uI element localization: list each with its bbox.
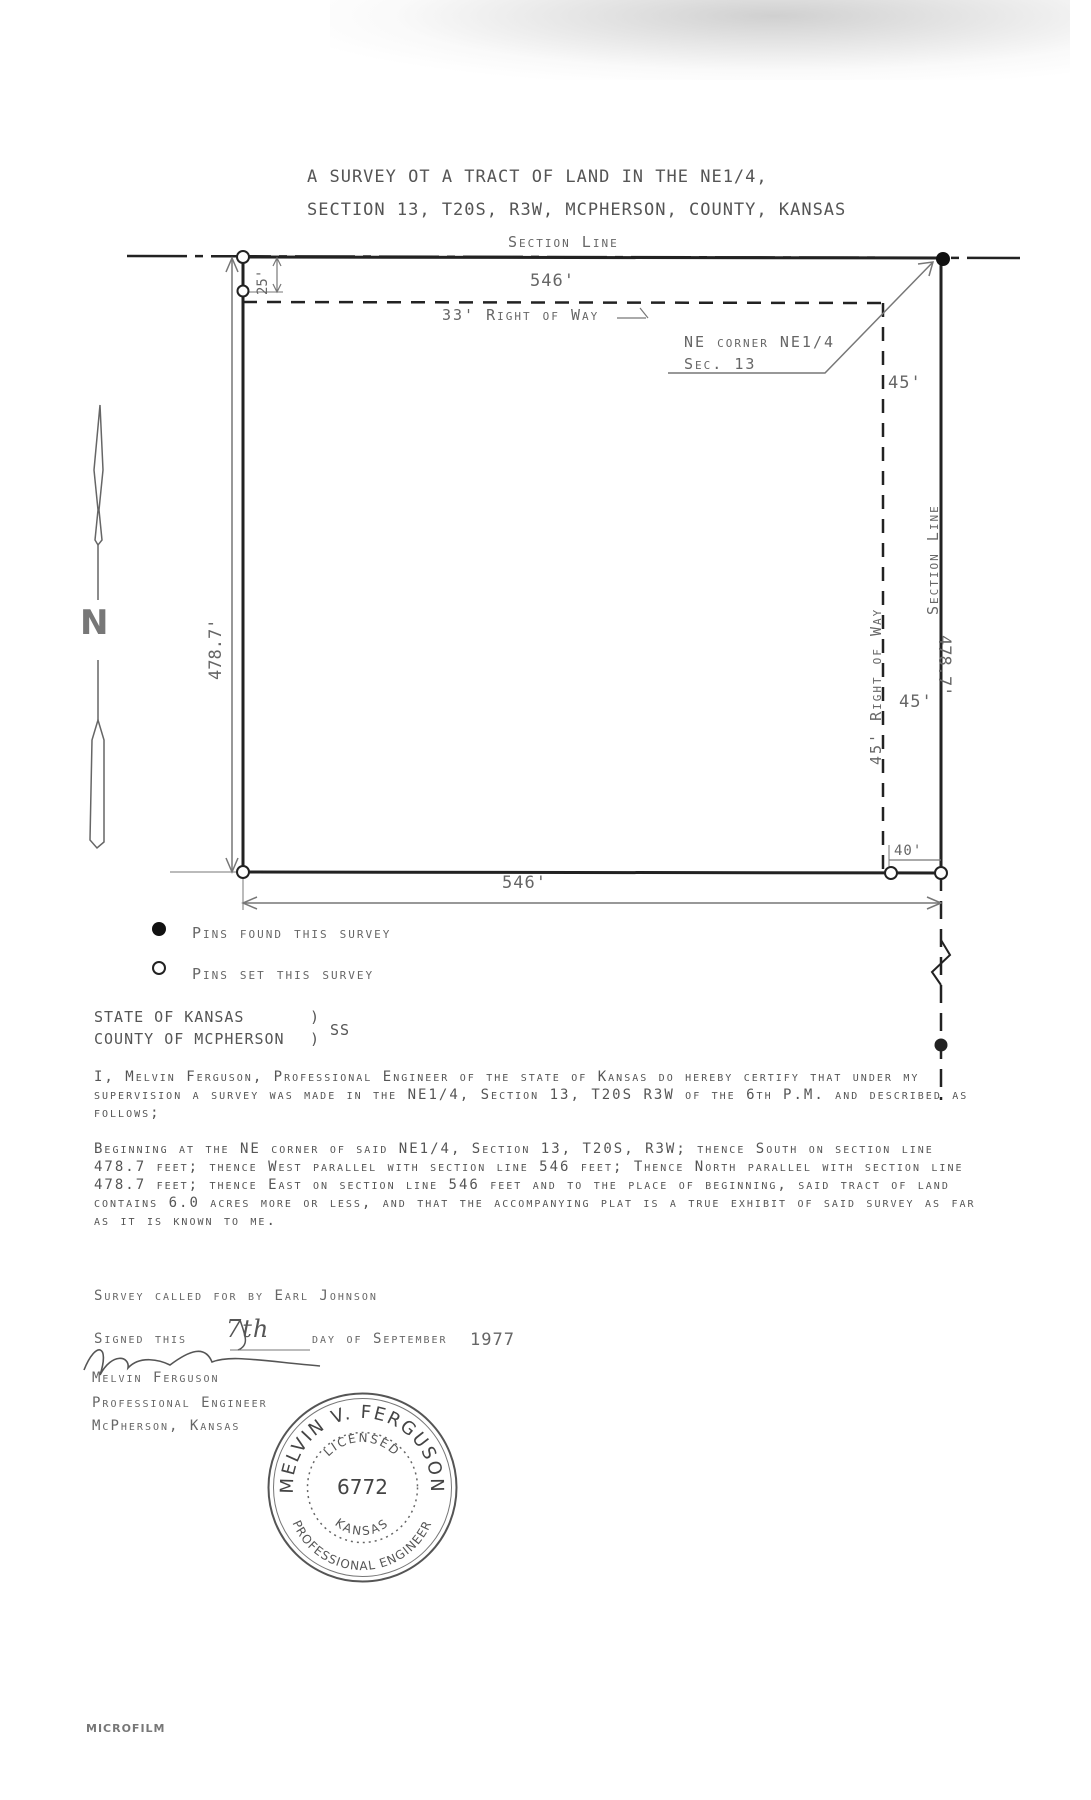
- pin-set-se-row: [885, 867, 897, 879]
- cert-ss: SS: [330, 1021, 351, 1039]
- signed-prefix: Signed this: [94, 1331, 188, 1347]
- pin-set-nw-top: [237, 251, 249, 263]
- north-boundary: [243, 257, 941, 258]
- seal-profession-text: PROFESSIONAL ENGINEER: [289, 1518, 435, 1574]
- cert-paragraph-2: Beginning at the NE corner of said NE1/4, Section 13, T20S, R3W; thence South on section line 478.7 feet; thence West parallel with section line 546 feet; Thence North parallel with section line 478.7 feet; thence East on section line 546 feet and to the place of beginning, said tract of land contains 6.0 acres more or less, and that the accompanying plat is a true exhibit of said survey as far as it is known to me.: [94, 1141, 976, 1229]
- cert-county: COUNTY OF MCPHERSON: [94, 1030, 285, 1048]
- cert-paren2: ): [310, 1030, 321, 1048]
- dim-top-546: 546': [530, 271, 575, 291]
- legend-found-label: Pins found this survey: [192, 924, 392, 942]
- ne-corner-label-line1: NE corner NE1/4: [684, 333, 836, 351]
- pin-set-se: [935, 867, 947, 879]
- dim-top-offset: 25': [255, 269, 271, 295]
- dim-bottom-546: 546': [502, 873, 547, 893]
- microfilm-stamp: MICROFILM: [86, 1722, 166, 1735]
- north-label: N: [80, 603, 110, 643]
- survey-title-line1: A SURVEY OT A TRACT OF LAND IN THE NE1/4,: [307, 167, 768, 187]
- cert-paragraph-1: I, Melvin Ferguson, Professional Engineer of the state of Kansas do hereby certify that under my supervision a survey was made in the NE1/4, Section 13, T20S R3W of the 6th P.M. and described as follows;: [94, 1069, 969, 1121]
- cert-state: STATE OF KANSAS: [94, 1008, 245, 1026]
- signed-suffix: day of September: [312, 1331, 448, 1347]
- seal-number: 6772: [337, 1475, 388, 1499]
- signed-day: 7th: [226, 1315, 270, 1343]
- signed-year: 1977: [470, 1330, 515, 1350]
- south-boundary: [243, 872, 941, 873]
- cert-called-for: Survey called for by Earl Johnson: [94, 1288, 378, 1304]
- section-line-top-label: Section Line: [508, 233, 619, 251]
- dim-right-height: 478.7': [934, 635, 954, 697]
- pin-found-ne: [936, 252, 950, 266]
- seal-licensed-text: LICENSED: [320, 1430, 404, 1460]
- engineer-seal: [265, 1390, 460, 1585]
- section-line-right-label: Section Line: [924, 504, 942, 615]
- pin-set-sw: [237, 866, 249, 878]
- row-right-label: 45' Right of Way: [867, 607, 885, 765]
- legend-set-label: Pins set this survey: [192, 965, 375, 983]
- ne-corner-label-line2: Sec. 13: [684, 355, 757, 373]
- pin-set-nw: [238, 286, 249, 297]
- dim-right-45-upper: 45': [888, 373, 922, 393]
- svg-text:KANSAS: [332, 1516, 391, 1539]
- seal-outer-text: MELVIN V. FERGUSON: [276, 1401, 448, 1494]
- engineer-title: Professional Engineer: [92, 1395, 268, 1411]
- dim-bottom-40: 40': [894, 843, 923, 859]
- engineer-name: Melvin Ferguson: [92, 1370, 220, 1386]
- cert-paren1: ): [310, 1008, 321, 1026]
- pin-found-south: [935, 1039, 948, 1052]
- seal-state-text: KANSAS: [332, 1515, 392, 1539]
- svg-text:LICENSED: [321, 1431, 403, 1459]
- survey-title-line2: SECTION 13, T20S, R3W, MCPHERSON, COUNTY, KANSAS: [307, 200, 847, 220]
- legend-set-pin: [153, 962, 165, 974]
- legend-found-pin: [152, 922, 166, 936]
- engineer-location: McPherson, Kansas: [92, 1418, 241, 1434]
- north-right-of-way: [243, 302, 883, 303]
- row-top-label: 33' Right of Way: [442, 306, 600, 324]
- dim-left-height: 478.7': [206, 618, 226, 680]
- dim-right-45-lower: 45': [899, 692, 933, 712]
